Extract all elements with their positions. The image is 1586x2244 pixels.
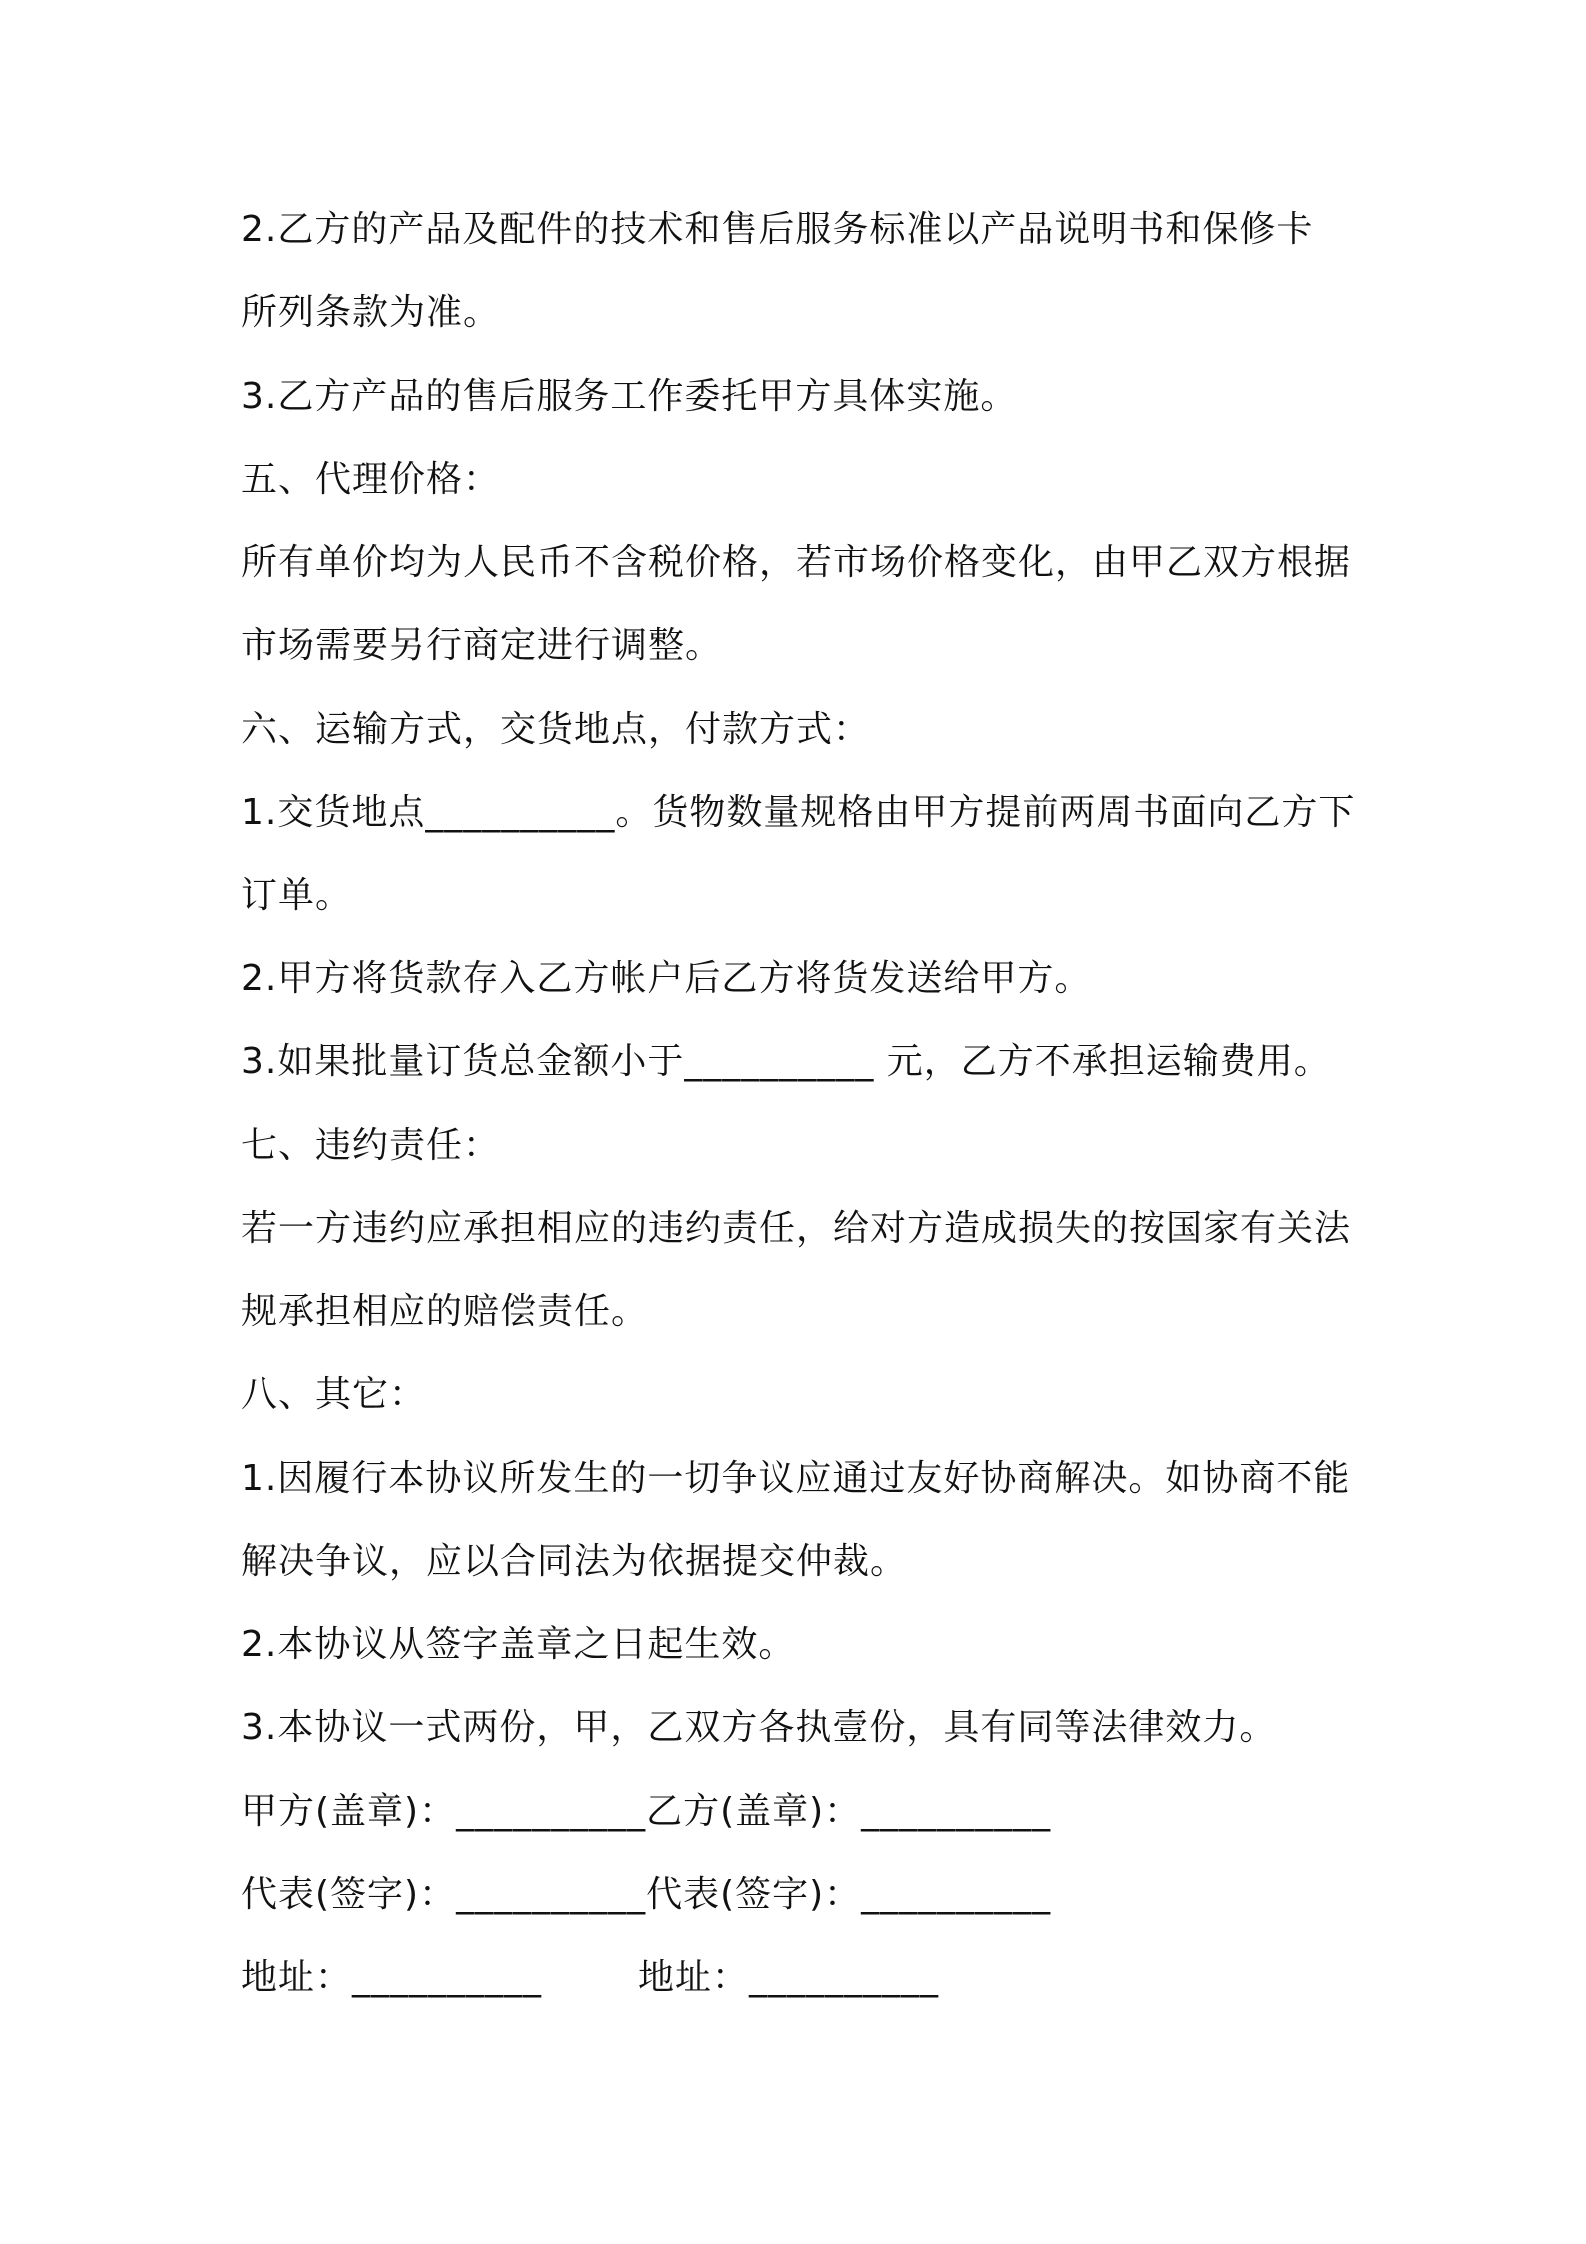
clause-6-1-line-1: 1.交货地点__________。货物数量规格由甲方提前两周书面向乙方下	[241, 792, 1356, 833]
seal-line: 甲方(盖章)：__________乙方(盖章)：__________	[241, 1791, 1052, 1832]
clause-5-3: 3.乙方产品的售后服务工作委托甲方具体实施。	[241, 376, 1018, 417]
liability-text-line-2: 规承担相应的赔偿责任。	[241, 1291, 649, 1332]
clause-6-1-line-2: 订单。	[241, 875, 353, 916]
clause-6-2: 2.甲方将货款存入乙方帐户后乙方将货发送给甲方。	[241, 958, 1092, 999]
address-left: 地址：__________	[241, 1957, 543, 1998]
liability-text-line-1: 若一方违约应承担相应的违约责任，给对方造成损失的按国家有关法	[241, 1208, 1352, 1249]
clause-6-3: 3.如果批量订货总金额小于__________ 元，乙方不承担运输费用。	[241, 1041, 1331, 1082]
representative-signature-line: 代表(签字)：__________代表(签字)：__________	[241, 1874, 1052, 1915]
clause-8-2: 2.本协议从签字盖章之日起生效。	[241, 1624, 796, 1665]
section-5-heading: 五、代理价格：	[241, 459, 501, 500]
section-8-heading: 八、其它：	[241, 1374, 427, 1415]
pricing-text-line-2: 市场需要另行商定进行调整。	[241, 625, 723, 666]
section-7-heading: 七、违约责任：	[241, 1125, 501, 1166]
clause-8-1-line-1: 1.因履行本协议所发生的一切争议应通过友好协商解决。如协商不能	[241, 1458, 1351, 1499]
address-right: 地址：__________	[638, 1957, 940, 1998]
pricing-text-line-1: 所有单价均为人民币不含税价格，若市场价格变化，由甲乙双方根据	[241, 542, 1352, 583]
clause-5-2-line-2: 所列条款为准。	[241, 292, 501, 333]
section-6-heading: 六、运输方式，交货地点，付款方式：	[241, 709, 871, 750]
clause-5-2-line-1: 2.乙方的产品及配件的技术和售后服务标准以产品说明书和保修卡	[241, 209, 1314, 250]
clause-8-1-line-2: 解决争议，应以合同法为依据提交仲裁。	[241, 1541, 908, 1582]
clause-8-3: 3.本协议一式两份，甲，乙双方各执壹份，具有同等法律效力。	[241, 1707, 1277, 1748]
